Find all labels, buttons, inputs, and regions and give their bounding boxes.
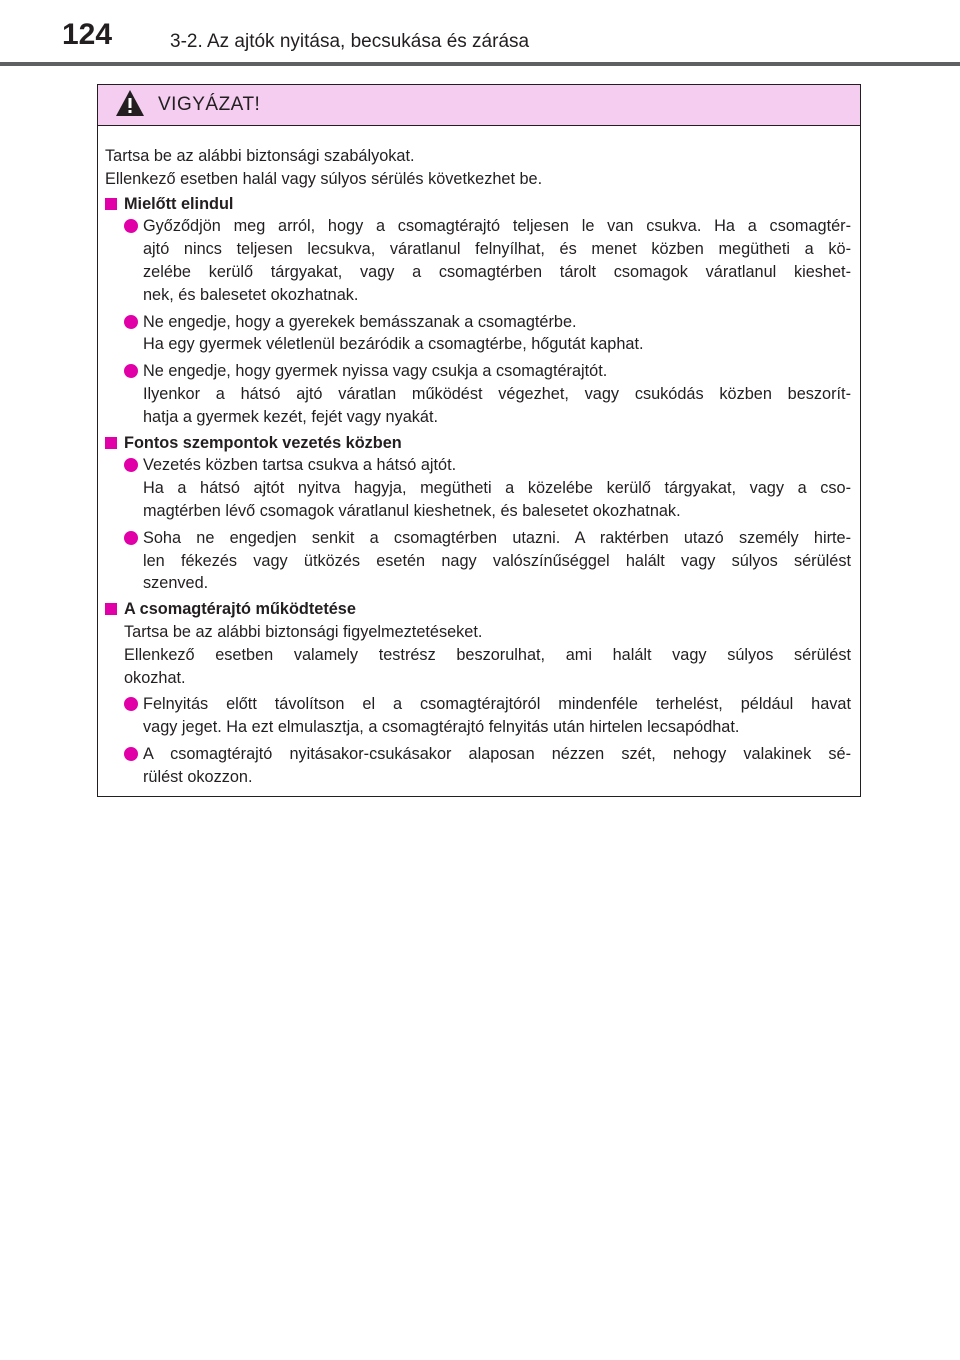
warning-header [98,85,860,126]
section-before-driving [105,193,851,429]
list-item: Ne engedje, hogy a gyerekek bemásszanak a csomagtérbe. Ha egy gyermek véletlenül bezáródik a csomagtérbe, hőgutát kaphat. [105,311,851,357]
list-item: Soha ne engedjen senkit a csomagtérben utazni. A raktérben utazó személy hirte- len fékezés vagy ütközés esetén nagy valószínűséggel halált vagy súlyos sérülést szenved. [105,527,851,595]
chapter-title: 3-2. Az ajtók nyitása, becsukása és zárása [170,31,530,52]
round-bullet-icon [124,531,138,545]
list-item: Felnyitás előtt távolítson el a csomagtérajtóról mindenféle terhelést, például havat vagy jeget. Ha ezt elmulasztja, a csomagtérajtó felnyitás után hirtelen lecsapódhat. [105,693,851,739]
warning-title: VIGYÁZAT! [158,94,261,115]
round-bullet-icon [124,458,138,472]
round-bullet-icon [124,747,138,761]
list-item: Ne engedje, hogy gyermek nyissa vagy csukja a csomagtérajtót. Ilyenkor a hátsó ajtó váratlan működést végezhet, vagy csukódás közben beszorít- hatja a gyermek kezét, fejét vagy nyakát. [105,360,851,428]
section-tailgate-operation [105,598,851,788]
warning-box [97,84,861,797]
round-bullet-icon [124,315,138,329]
list-item: Győződjön meg arról, hogy a csomagtérajtó teljesen le van csukva. Ha a csomagtér- ajtó nincs teljesen lecsukva, váratlanul felnyílhat, és menet közben megütheti a kö- zelébe kerülő tárgyakat, vagy a csomagtérben tárolt csomagok váratlanul kieshet- nek, és balesetet okozhatnak. [105,215,851,306]
round-bullet-icon [124,697,138,711]
square-bullet-icon [105,437,117,449]
section-text: Tartsa be az alábbi biztonsági figyelmeztetéseket. Ellenkező esetben valamely testrész beszorulhat, ami halált vagy súlyos sérülést okozhat. [124,622,851,687]
warning-triangle-icon [115,89,145,117]
list-item: A csomagtérajtó nyitásakor-csukásakor alaposan nézzen szét, nehogy valakinek sé- rülést okozzon. [105,743,851,789]
square-bullet-icon [105,198,117,210]
list-item: Vezetés közben tartsa csukva a hátsó ajtót. Ha a hátsó ajtót nyitva hagyja, megütheti a közelébe kerülő tárgyakat, vagy a cso- magtérben lévő csomagok váratlanul kieshetnek, és balesetet okozhatnak. [105,454,851,522]
round-bullet-icon [124,364,138,378]
section-heading: Fontos szempontok vezetés közben [105,432,851,455]
intro-line: Tartsa be az alábbi biztonsági szabályokat. [105,147,415,165]
header-divider [0,62,960,66]
section-heading: A csomagtérajtó működtetése [105,598,851,621]
round-bullet-icon [124,219,138,233]
warning-intro [105,145,851,191]
section-while-driving [105,432,851,596]
page-number: 124 [62,18,113,51]
intro-line: Ellenkező esetben halál vagy súlyos sérülés következhet be. [105,169,543,188]
section-heading: Mielőtt elindul [105,193,851,216]
page-header [0,0,960,66]
warning-body [98,126,860,789]
square-bullet-icon [105,603,117,615]
